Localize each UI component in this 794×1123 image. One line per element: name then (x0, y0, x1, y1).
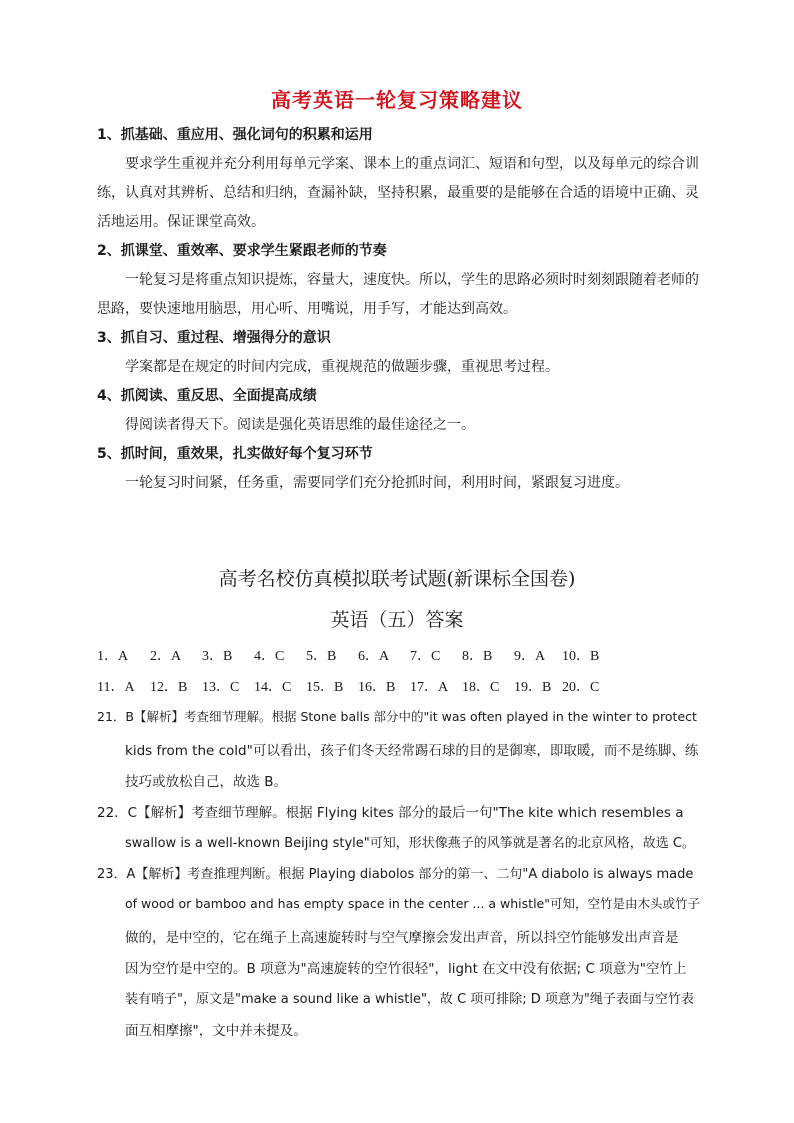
answer-item: 19．B (514, 680, 552, 695)
strategy-heading-4: 4、抓阅读、重反思、全面提高成绩 (97, 388, 317, 404)
strategy-1-line-1: 要求学生重视并充分利用每单元学案、课本上的重点词汇、短语和句型，以及每单元的综合训 (125, 156, 699, 172)
answer-item: 1．A (97, 649, 129, 664)
answer-item: 5．B (306, 649, 337, 664)
answer-item: 6．A (358, 649, 390, 664)
strategy-heading-1: 1、抓基础、重应用、强化词句的积累和运用 (97, 127, 373, 143)
answer-item: 8．B (462, 649, 493, 664)
strategy-heading-2: 2、抓课堂、重效率、要求学生紧跟老师的节奏 (97, 243, 387, 259)
answer-item: 17．A (410, 680, 449, 695)
answer-item: 14．C (254, 680, 292, 695)
strategy-2-line-2: 思路，要快速地用脑思，用心听、用嘴说，用手写，才能达到高效。 (97, 301, 517, 317)
answer-item: 2．A (150, 649, 182, 664)
answer-item: 16．B (358, 680, 396, 695)
answer-item: 3．B (202, 649, 233, 664)
strategy-heading-3: 3、抓自习、重过程、增强得分的意识 (97, 330, 331, 346)
explanation-23-line-6: 面互相摩擦"，文中并未提及。 (125, 1023, 307, 1039)
exam-title: 高考名校仿真模拟联考试题(新课标全国卷) (218, 568, 576, 590)
strategy-heading-5: 5、抓时间，重效果，扎实做好每个复习环节 (97, 446, 373, 462)
answer-item: 7．C (410, 649, 441, 664)
explanation-23-line-1: 23．A【解析】考查推理判断。根据 Playing diabolos 部分的第一、二句"A diabolo is always made (97, 867, 694, 882)
strategy-3-line-1: 学案都是在规定的时间内完成，重视规范的做题步骤，重视思考过程。 (125, 359, 559, 375)
strategy-4-line-1: 得阅读者得天下。阅读是强化英语思维的最佳途径之一。 (125, 417, 475, 433)
answer-item: 18．C (462, 680, 500, 695)
answer-item: 10．B (562, 649, 600, 664)
explanation-23-line-5: 装有哨子"，原文是"make a sound like a whistle"，故 C 项可排除; D 项意为"绳子表面与空竹表 (125, 992, 694, 1007)
answer-item: 4．C (254, 649, 285, 664)
strategy-5-line-1: 一轮复习时间紧，任务重，需要同学们充分抢抓时间，利用时间，紧跟复习进度。 (125, 475, 629, 491)
answer-item: 20．C (562, 680, 600, 695)
answer-item: 15．B (306, 680, 344, 695)
strategy-1-line-3: 活地运用。保证课堂高效。 (97, 214, 265, 230)
explanation-23-line-3: 做的，是中空的，它在绳子上高速旋转时与空气摩擦会发出声音，所以抖空竹能够发出声音是 (125, 930, 679, 946)
strategy-1-line-2: 练，认真对其辨析、总结和归纳，查漏补缺，坚持积累，最重要的是能够在合适的语境中正确、灵 (97, 185, 699, 201)
explanation-21-line-2: kids from the cold"可以看出，孩子们冬天经常踢石球的目的是御寒，即取暖，而不是练脚、练 (125, 743, 699, 759)
explanation-22-line-1: 22．C【解析】考查细节理解。根据 Flying kites 部分的最后一句"The kite which resembles a (97, 805, 684, 821)
explanation-21-line-3: 技巧或放松自己，故选 B。 (125, 774, 288, 790)
explanation-21-line-1: 21．B【解析】考查细节理解。根据 Stone balls 部分中的"it was often played in the winter to protect (97, 709, 697, 724)
page-title: 高考英语一轮复习策略建议 (271, 88, 523, 112)
answer-item: 12．B (150, 680, 188, 695)
answer-item: 9．A (514, 649, 546, 664)
explanation-22-line-2: swallow is a well-known Beijing style"可知，形状像燕子的风筝就是著名的北京风格，故选 C。 (125, 836, 695, 851)
answer-item: 11．A (97, 680, 135, 695)
explanation-23-line-2: of wood or bamboo and has empty space in the center ... a whistle"可知，空竹是由木头或竹子 (125, 896, 700, 911)
strategy-2-line-1: 一轮复习是将重点知识提炼，容量大，速度快。所以，学生的思路必须时时刻刻跟随着老师的 (125, 272, 699, 288)
exam-subtitle: 英语（五）答案 (330, 609, 464, 631)
answer-item: 13．C (202, 680, 240, 695)
explanation-23-line-4: 因为空竹是中空的。B 项意为"高速旋转的空竹很轻"，light 在文中没有依据; C 项意为"空竹上 (125, 961, 687, 977)
